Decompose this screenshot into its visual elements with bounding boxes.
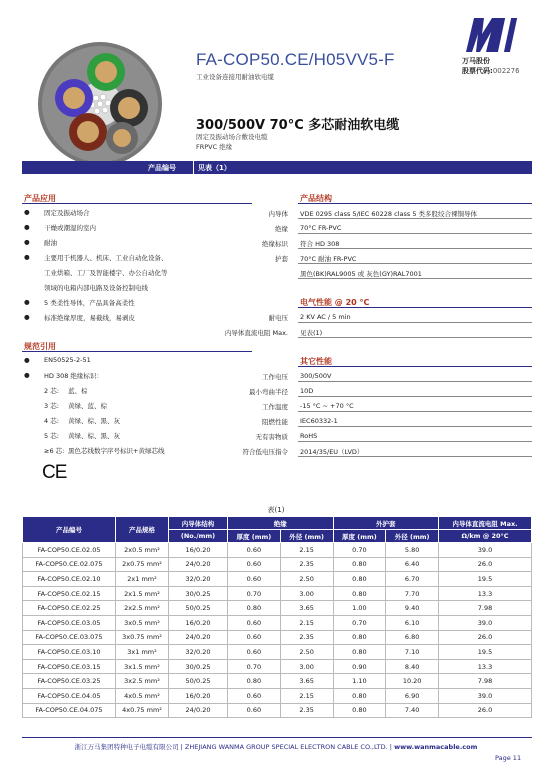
product-subtitle: 工业设备连接用耐油软电缆 [196,73,274,81]
table-row [23,557,532,572]
structure-key: 护套 [275,255,288,263]
table-cell: 3.65 [280,601,333,616]
table-cell: 26.0 [439,630,532,645]
table-cell: 2x0.5 mm² [116,543,169,558]
stock-label: 股票代码: [462,67,493,75]
table-cell: 32/0.20 [169,572,228,587]
table-row [23,572,532,587]
table-cell: 50/0.25 [169,601,228,616]
table-cell: 0.60 [228,630,281,645]
bar-label: 产品编号 [148,164,176,172]
table-row [23,601,532,616]
electrical-divider [298,307,532,308]
table-cell: FA-COP50.CE.03.075 [23,630,116,645]
table-cell: 3.00 [280,586,333,601]
table-cell: 0.60 [228,543,281,558]
header-conductor-unit: (No./mm) [169,530,228,543]
section-heading: 300/500V 70°C 多芯耐油软电缆 [196,118,400,133]
table-cell: 2.15 [280,543,333,558]
table-cell: 2x1.5 mm² [116,586,169,601]
header-sheath-thickness: 厚度 (mm) [333,530,386,543]
table-cell: 5.80 [386,543,439,558]
core-color-row: 5 芯: 黄绿、棕、黑、灰 [44,432,120,440]
bar-separator [193,161,194,174]
table-cell: 26.0 [439,703,532,718]
header-code: 产品编号 [23,517,116,543]
table-cell: 2.35 [280,703,333,718]
table-cell: FA-COP50.CE.02.075 [23,557,116,572]
company-block [462,56,520,76]
other-value: 2014/35/EU（LVD） [300,448,364,456]
other-key: 最小弯曲半径 [249,388,288,396]
table-cell: 0.80 [228,674,281,689]
heading-line-2: FRPVC 绝缘 [196,143,233,151]
table-cell: 0.80 [333,630,386,645]
table-cell: 0.70 [228,659,281,674]
table-cell: 26.0 [439,557,532,572]
table-cell: 3.00 [280,659,333,674]
table-cell: FA-COP50.CE.03.10 [23,645,116,660]
applications-title: 产品应用 [24,194,56,203]
electrical-value: 见表(1) [300,329,323,337]
table-cell: 39.0 [439,688,532,703]
table-cell: 0.60 [228,688,281,703]
other-value: IEC60332-1 [300,417,338,425]
table-row [23,659,532,674]
table-cell: 3x2.5 mm² [116,674,169,689]
table-cell: 6.40 [386,557,439,572]
list-item: ● 5 类柔性导体，产品具备高柔性 [24,298,135,307]
footer-company-cn: 浙江万马集团特种电子电缆有限公司 [74,743,179,751]
table-cell: 6.70 [386,572,439,587]
table-cell: 2x2.5 mm² [116,601,169,616]
list-item: ● EN50525-2-51 [24,356,91,364]
core-color-row: 3 芯: 黄绿、蓝、棕 [44,402,107,410]
table-cell: 2.35 [280,557,333,572]
table-cell: 7.98 [439,601,532,616]
other-key: 无有害物质 [255,433,288,441]
table-cell: 3x1.5 mm² [116,659,169,674]
spec-table [22,516,532,718]
table-cell: FA-COP50.CE.02.15 [23,586,116,601]
list-item: ● 标准绝缘厚度，易截线，易剥皮 [24,313,135,322]
table-row [23,630,532,645]
table-cell: 3.65 [280,674,333,689]
other-value: RoHS [300,432,318,440]
table-cell: 16/0.20 [169,688,228,703]
row-underline [298,278,532,279]
footer-website-link[interactable]: www.wanmacable.com [394,743,478,751]
row-underline [298,396,532,397]
standards-title: 规范引用 [24,342,56,351]
table-cell: FA-COP50.CE.02.05 [23,543,116,558]
table-cell: 3x0.75 mm² [116,630,169,645]
stock-code [462,66,520,76]
table-cell: 19.5 [439,572,532,587]
company-name: 万马股份 [462,57,490,65]
header-conductor: 内导体结构 [169,517,228,530]
table-cell: 0.80 [333,572,386,587]
table-cell: 0.60 [228,615,281,630]
row-underline [298,218,532,219]
table-cell: 39.0 [439,615,532,630]
table-cell: 10.20 [386,674,439,689]
row-underline [298,441,532,442]
table-cell: 3x1 mm² [116,645,169,660]
header-sheath-od: 外径 (mm) [386,530,439,543]
table-cell: 30/0.25 [169,659,228,674]
other-divider [298,366,532,367]
table-cell: 0.60 [228,572,281,587]
structure-value: VDE 0295 class 5/IEC 60228 class 5 类多股绞合裸铜导体 [300,210,478,218]
row-underline [298,411,532,412]
table-row [23,543,532,558]
other-value: 10D [300,387,314,395]
stock-number: 002276 [492,67,520,75]
core-color-row: 2 芯: 蓝、棕 [44,387,88,395]
electrical-value: 2 KV AC / 5 min [300,313,351,321]
structure-value: 70°C 耐油 FR-PVC [300,255,357,263]
header-insulation: 绝缘 [228,517,334,530]
header-ins-thickness: 厚度 (mm) [228,530,281,543]
other-value: 300/500V [300,372,332,380]
table-cell: 7.40 [386,703,439,718]
page-number: Page 11 [495,754,522,762]
header-resistance-unit: Ω/km @ 20°C [439,530,532,543]
table-cell: 0.60 [228,703,281,718]
other-value: -15 °C ~ +70 °C [300,402,354,410]
header-ins-od: 外径 (mm) [280,530,333,543]
table-caption: 表(1) [267,506,285,514]
header-spec: 产品规格 [116,517,169,543]
table-cell: 7.10 [386,645,439,660]
heading-line-1: 固定及振动场合敷设电缆 [196,133,268,141]
bar-value: 见表（1） [198,164,231,172]
table-cell: 6.90 [386,688,439,703]
row-underline [298,381,532,382]
header-resistance: 内导体直流电阻 Max. [439,517,532,530]
table-row [23,703,532,718]
footer-divider [22,737,532,738]
electrical-key: 内导体直流电阻 Max. [224,329,288,337]
table-cell: FA-COP50.CE.04.075 [23,703,116,718]
table-cell: 0.80 [333,703,386,718]
structure-value: 70°C FR-PVC [300,224,342,232]
applications-divider [22,203,252,204]
row-underline [298,426,532,427]
wanma-logo-icon [464,14,524,54]
header-sheath: 外护套 [333,517,439,530]
table-cell: 2.50 [280,572,333,587]
product-code-bar [22,161,532,174]
footer [0,742,552,751]
structure-divider [298,203,532,204]
table-cell: 2.15 [280,688,333,703]
row-underline [298,263,532,264]
footer-company-en: | ZHEJIANG WANMA GROUP SPECIAL ELECTRON CABLE CO.,LTD. | [180,743,392,751]
structure-value: 黑色(BK)RAL9005 或 灰色(GY)RAL7001 [300,270,422,278]
table-cell: 0.70 [228,586,281,601]
table-row [23,615,532,630]
table-row [23,688,532,703]
structure-key: 内导体 [268,210,288,218]
list-item: ● 主要用于机器人、机床、工业自动化设备、 [24,253,168,262]
table-row [23,645,532,660]
list-item: ● 耐油 [24,238,57,247]
list-item: ● HD 308 绝缘标识： [24,371,103,380]
structure-title: 产品结构 [300,194,332,203]
row-underline [298,456,532,457]
electrical-key: 耐电压 [268,314,288,322]
core-color-row: 4 芯: 黄绿、棕、黑、灰 [44,417,120,425]
table-cell: 3x0.5 mm² [116,615,169,630]
table-cell: 0.80 [333,557,386,572]
row-underline [298,248,532,249]
table-cell: 2.50 [280,645,333,660]
table-cell: FA-COP50.CE.02.10 [23,572,116,587]
table-cell: 0.70 [333,615,386,630]
table-cell: 2x0.75 mm² [116,557,169,572]
table-cell: FA-COP50.CE.03.25 [23,674,116,689]
list-item-continued: 工业烘箱、工厂及智能楼宇、办公自动化等 [44,269,168,277]
ce-mark: CE [42,462,67,483]
table-cell: 39.0 [439,543,532,558]
table-cell: 6.10 [386,615,439,630]
row-underline [298,322,532,323]
table-cell: 16/0.20 [169,543,228,558]
table-cell: 4x0.75 mm² [116,703,169,718]
table-cell: FA-COP50.CE.03.05 [23,615,116,630]
cable-cross-section-image [26,34,172,164]
table-cell: FA-COP50.CE.04.05 [23,688,116,703]
table-cell: FA-COP50.CE.03.15 [23,659,116,674]
table-cell: 2.15 [280,615,333,630]
table-cell: 0.60 [228,557,281,572]
other-title: 其它性能 [300,357,332,366]
table-cell: 24/0.20 [169,703,228,718]
table-cell: 4x0.5 mm² [116,688,169,703]
table-cell: 2x1 mm² [116,572,169,587]
table-row [23,674,532,689]
table-cell: 7.70 [386,586,439,601]
table-cell: 24/0.20 [169,630,228,645]
structure-value: 符合 HD 308 [300,240,340,248]
table-cell: 7.98 [439,674,532,689]
table-cell: 9.40 [386,601,439,616]
table-cell: 0.90 [333,659,386,674]
table-cell: 32/0.20 [169,645,228,660]
table-cell: 0.80 [228,601,281,616]
other-key: 工作电压 [262,373,288,381]
core-color-row: ≥6 芯: 黑色芯线数字序号标识+黄绿芯线 [44,447,165,455]
table-cell: 0.60 [228,645,281,660]
table-row [23,586,532,601]
table-cell: 0.80 [333,586,386,601]
table-cell: 8.40 [386,659,439,674]
table-cell: 30/0.25 [169,586,228,601]
table-cell: 16/0.20 [169,615,228,630]
structure-key: 绝缘标识 [262,240,288,248]
table-cell: 24/0.20 [169,557,228,572]
standards-divider [22,351,252,352]
table-cell: 0.70 [333,543,386,558]
table-cell: 19.5 [439,645,532,660]
table-cell: 2.35 [280,630,333,645]
row-underline [298,233,532,234]
structure-key: 绝缘 [275,225,288,233]
other-key: 阻燃性能 [262,418,288,426]
list-item: ● 固定及振动场合 [24,208,90,217]
electrical-title: 电气性能 @ 20 °C [300,298,370,307]
table-cell: 0.80 [333,688,386,703]
other-key: 符合低电压指令 [242,448,288,456]
table-cell: 1.10 [333,674,386,689]
table-cell: 0.80 [333,645,386,660]
list-item-continued: 领域的电箱内部电路及设备控制电线 [44,284,148,292]
table-cell: 50/0.25 [169,674,228,689]
other-key: 工作温度 [262,403,288,411]
table-cell: 6.80 [386,630,439,645]
table-cell: 1.00 [333,601,386,616]
product-title: FA-COP50.CE/H05VV5-F [196,50,395,69]
table-cell: 13.3 [439,586,532,601]
row-underline [298,337,532,338]
table-cell: FA-COP50.CE.02.25 [23,601,116,616]
table-cell: 13.3 [439,659,532,674]
list-item: ● 干燥或潮湿的室内 [24,223,96,232]
